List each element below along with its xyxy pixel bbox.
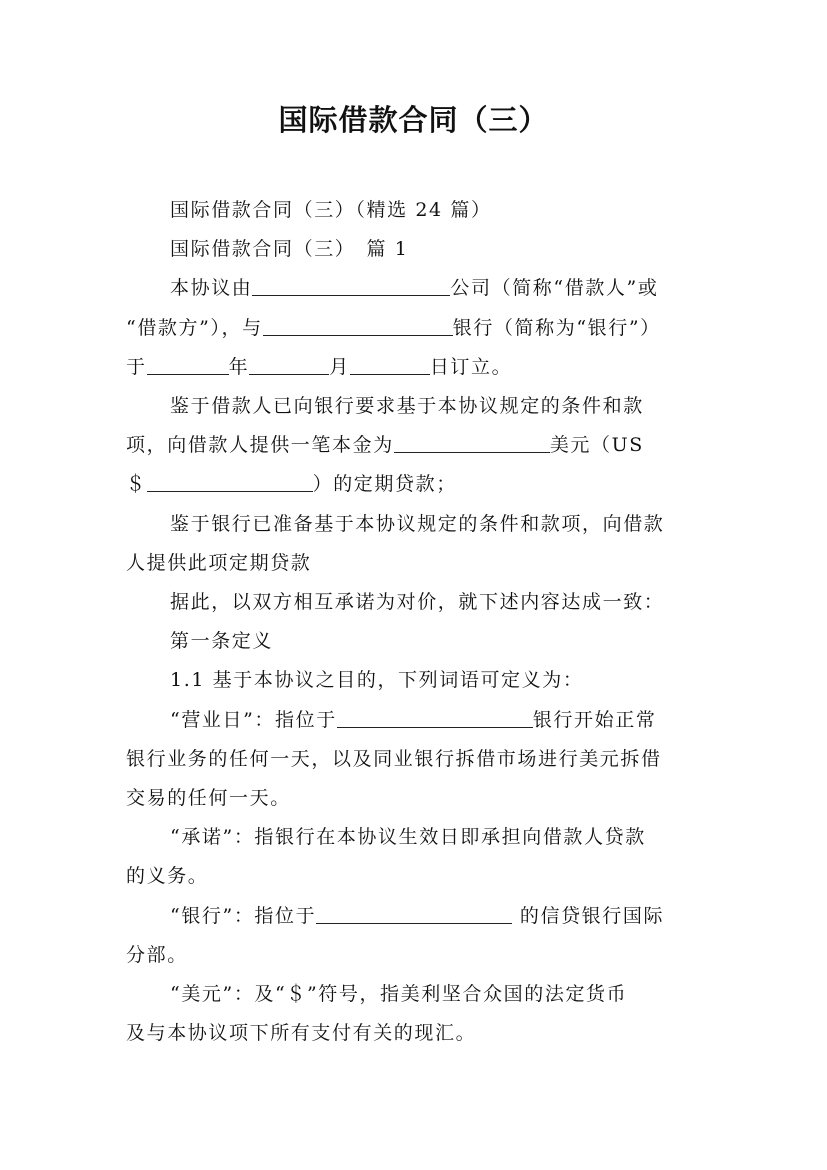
- text: “美元”：及“＄”符号，指美利坚合众国的法定货币: [170, 983, 628, 1006]
- section-heading: 国际借款合同（三） 篇 1: [170, 238, 409, 261]
- text: 的义务。: [126, 865, 209, 888]
- text: 分部。: [126, 943, 188, 966]
- text: 年: [228, 355, 250, 378]
- text: 鉴于借款人已向银行要求基于本协议规定的条件和款: [170, 395, 644, 418]
- text: 银行开始正常: [532, 708, 657, 731]
- text: “借款方”），与: [126, 316, 263, 339]
- text: 银行业务的任何一天，以及同业银行拆借市场进行美元拆借: [126, 747, 662, 770]
- blank-usd-amount: [147, 473, 313, 492]
- text: “营业日”：指位于: [170, 708, 337, 731]
- text: 美元（US: [549, 434, 644, 457]
- text: 人提供此项定期贷款: [126, 551, 312, 574]
- text: 项，向借款人提供一笔本金为: [126, 434, 394, 457]
- paragraph-agreement: 据此，以双方相互承诺为对价，就下述内容达成一致：: [170, 591, 665, 614]
- blank-year: [147, 356, 229, 375]
- definition-bank: [126, 897, 706, 975]
- text: ＄: [126, 473, 147, 496]
- definition-usd: [126, 975, 706, 1053]
- article-heading: 第一条定义: [170, 630, 274, 653]
- blank-day: [350, 356, 430, 375]
- text: 于: [126, 355, 147, 378]
- text: 交易的任何一天。: [126, 787, 291, 810]
- blank-bank: [263, 317, 453, 336]
- paragraph-whereas-1: [126, 387, 706, 505]
- text: “承诺”：指银行在本协议生效日即承担向借款人贷款: [170, 826, 646, 849]
- blank-month: [249, 356, 329, 375]
- blank-bank-location: [316, 905, 512, 924]
- text: 日订立。: [429, 355, 513, 378]
- text: 及与本协议项下所有支付有关的现汇。: [126, 1022, 477, 1045]
- blank-location: [337, 709, 533, 728]
- paragraph-whereas-2: [126, 505, 706, 583]
- document-title: 国际借款合同（三）: [278, 103, 549, 137]
- clause-heading: 1.1 基于本协议之目的，下列词语可定义为：: [170, 669, 584, 692]
- paragraph-parties: [126, 269, 706, 387]
- text: 的信贷银行国际: [512, 904, 665, 927]
- document-subtitle: 国际借款合同（三）（精选 24 篇）: [170, 199, 492, 221]
- document-body: [126, 191, 706, 1053]
- blank-company: [252, 277, 450, 296]
- definition-commitment: [126, 818, 706, 896]
- definition-business-day: [126, 701, 706, 819]
- text: “银行”：指位于: [170, 904, 317, 927]
- text: ）的定期贷款；: [312, 473, 457, 496]
- blank-principal: [394, 434, 550, 453]
- text: 银行（简称为“银行”）: [452, 316, 661, 339]
- text: 本协议由: [170, 277, 253, 300]
- text: 公司（简称“借款人”或: [450, 277, 659, 300]
- text: 月: [329, 355, 350, 378]
- text: 鉴于银行已准备基于本协议规定的条件和款项，向借款: [170, 512, 665, 535]
